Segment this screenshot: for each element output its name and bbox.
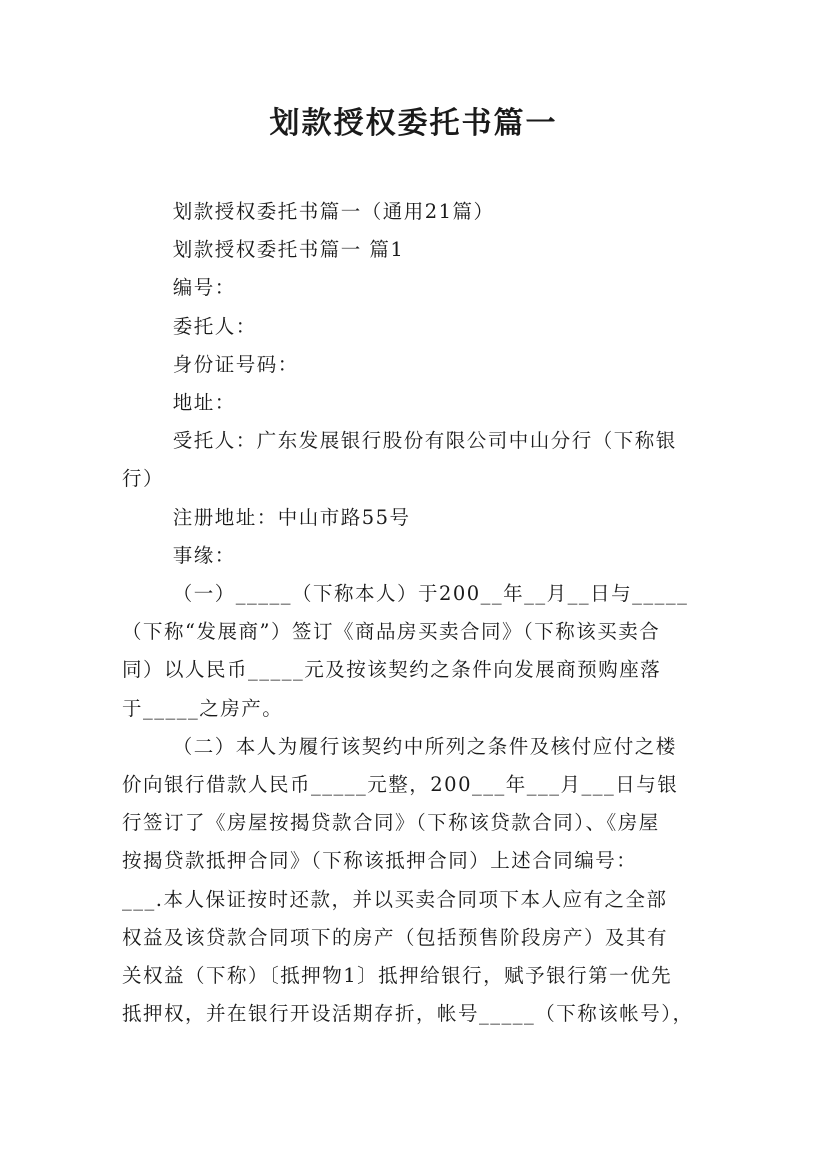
- clause-one-line-2: （下称“发展商”）签订《商品房买卖合同》（下称该买卖合: [122, 620, 661, 644]
- registered-address-line: 注册地址：中山市路55号: [172, 505, 411, 529]
- clause-two-line-4: 按揭贷款抵押合同》（下称该抵押合同）上述合同编号：: [122, 849, 638, 873]
- clause-two-line-8: 抵押权，并在银行开设活期存折，帐号_____（下称该帐号），: [122, 1002, 694, 1026]
- page-title: 划款授权委托书篇一: [269, 106, 558, 141]
- subtitle-line: 划款授权委托书篇一（通用21篇）: [172, 200, 495, 223]
- agent-line-continued: 行）: [122, 467, 165, 491]
- document-body: [122, 193, 707, 1033]
- id-number-field-label: 身份证号码：: [172, 352, 299, 376]
- clause-one-line-1: （一）_____（下称本人）于200__年__月__日与_____: [172, 582, 689, 606]
- agent-line: 受托人：广东发展银行股份有限公司中山分行（下称银: [172, 429, 677, 453]
- clause-one-line-3: 同）以人民币_____元及按该契约之条件向发展商预购座落: [122, 658, 662, 682]
- clause-two-line-7: 关权益（下称）〔抵押物1〕抵押给银行，赋予银行第一优先: [122, 964, 673, 988]
- clause-two-line-5: ___.本人保证按时还款，并以买卖合同项下本人应有之全部: [122, 887, 668, 911]
- clause-two-line-1: （二）本人为履行该契约中所列之条件及核付应付之楼: [172, 734, 677, 758]
- cause-label: 事缘：: [172, 543, 236, 567]
- principal-field-label: 委托人：: [172, 314, 257, 338]
- address-field-label: 地址：: [172, 391, 236, 415]
- clause-two-line-6: 权益及该贷款合同项下的房产（包括预售阶段房产）及其有: [122, 925, 669, 949]
- clause-two-line-2: 价向银行借款人民币_____元整，200___年___月___日与银: [122, 773, 679, 797]
- clause-one-line-4: 于_____之房产。: [122, 696, 284, 720]
- clause-two-line-3: 行签订了《房屋按揭贷款合同》（下称该贷款合同）、《房屋: [122, 811, 660, 835]
- number-field-label: 编号：: [172, 276, 236, 300]
- section-heading: 划款授权委托书篇一 篇1: [172, 238, 405, 262]
